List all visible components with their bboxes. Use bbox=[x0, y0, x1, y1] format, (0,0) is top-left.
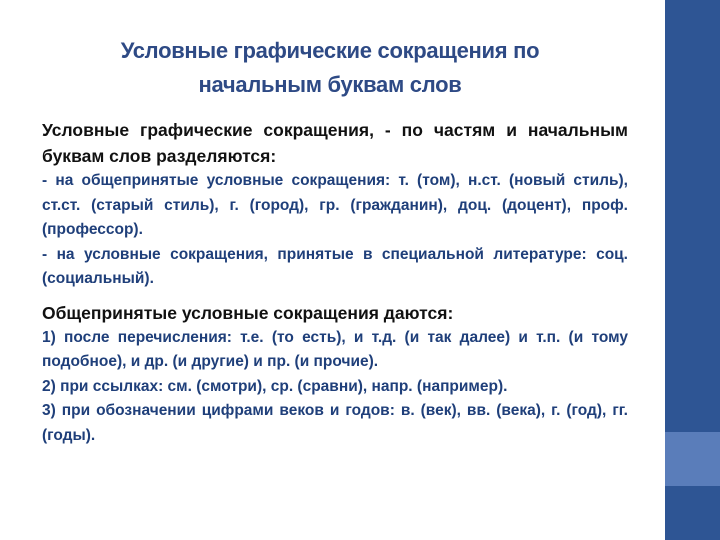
section-1-item-1: - на общепринятые условные сокращения: т. (том), н.ст. (новый стиль), ст.ст. (старый стиль), г. (город), гр. (гражданин), доц. (доцент), проф. (профессор). bbox=[42, 172, 628, 238]
slide-title-line-1: Условные графические сокращения по bbox=[120, 38, 540, 63]
decorative-side-bar bbox=[665, 0, 720, 432]
decorative-side-bar-accent bbox=[665, 432, 720, 486]
section-2-item-1: 1) после перечисления: т.е. (то есть), и т.д. (и так далее) и т.п. (и тому подобное), и др. (и другие) и пр. (и прочие). bbox=[42, 328, 628, 370]
section-2-item-2: 2) при ссылках: см. (смотри), ср. (сравни), напр. (например). bbox=[42, 377, 508, 395]
section-1-item-2: - на условные сокращения, принятые в специальной литературе: соц. (социальный). bbox=[42, 245, 628, 287]
slide-title bbox=[40, 34, 620, 102]
section-1-heading: Условные графические сокращения, - по частям и начальным буквам слов разделяются: bbox=[42, 120, 628, 166]
section-2-heading: Общепринятые условные сокращения даются: bbox=[42, 302, 454, 323]
slide-body bbox=[42, 117, 628, 448]
section-spacer bbox=[42, 292, 628, 300]
slide-title-line-2: начальным буквам слов bbox=[198, 72, 462, 97]
section-2-item-3: 3) при обозначении цифрами веков и годов: в. (век), вв. (века), г. (год), гг. (годы). bbox=[42, 402, 628, 444]
decorative-side-bar-bottom bbox=[665, 486, 720, 540]
